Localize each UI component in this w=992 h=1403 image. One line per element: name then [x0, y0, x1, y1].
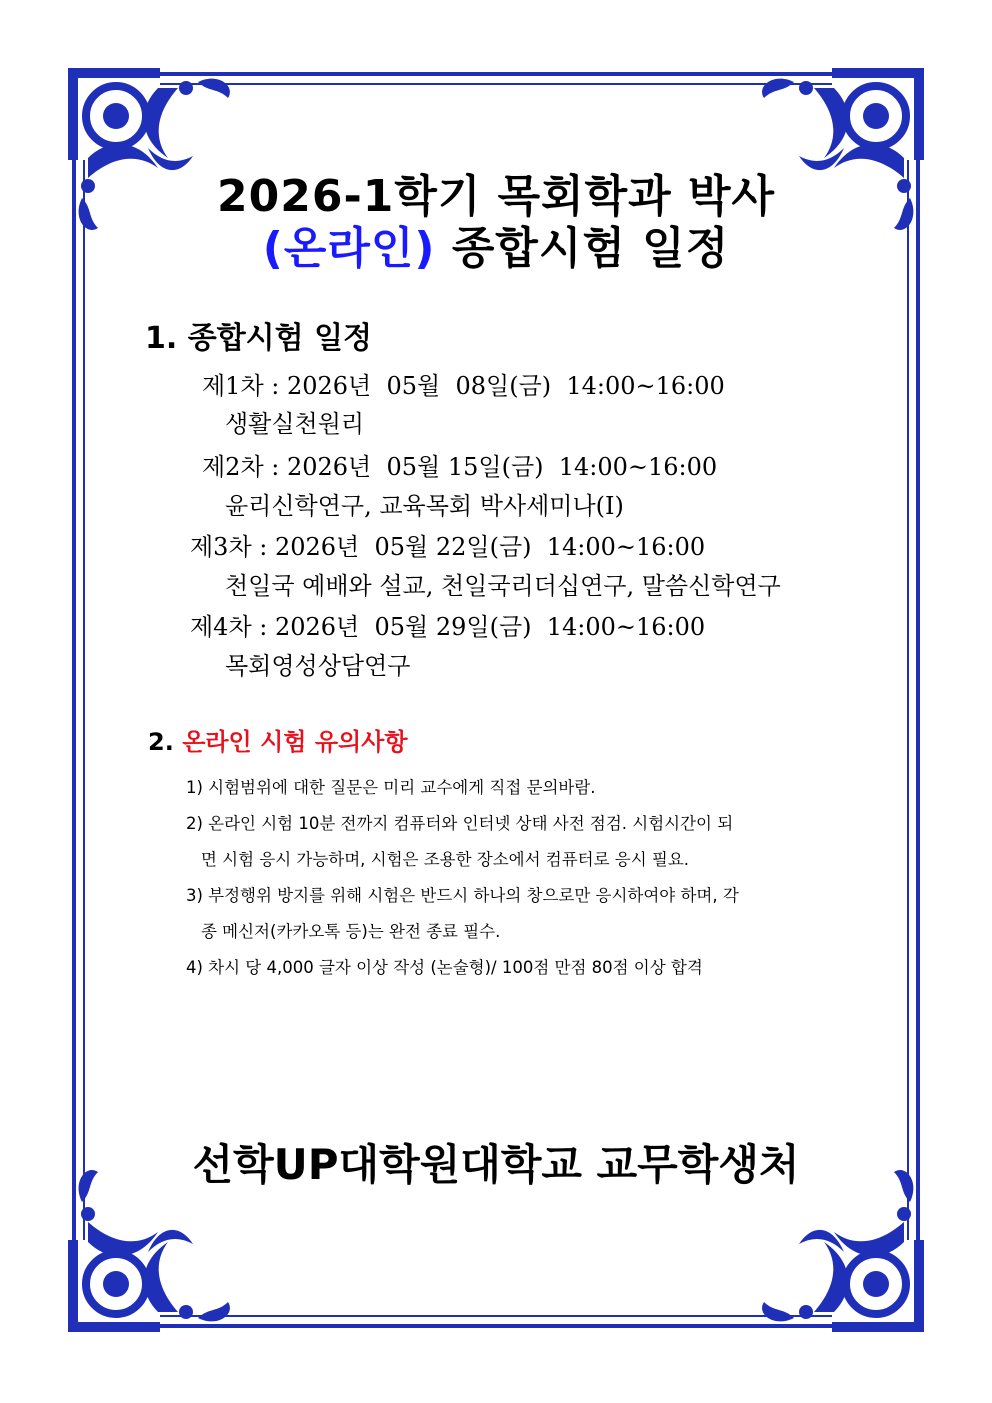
title-line-2-rest: 종합시험 일정 — [435, 223, 730, 274]
note-4-line: 4) 차시 당 4,000 글자 이상 작성 (논술형)/ 100점 만점 80점 이상 합격 — [186, 958, 703, 977]
section-1-heading: 1. 종합시험 일정 — [145, 321, 373, 356]
session-4-subject: 목회영성상담연구 — [225, 652, 411, 680]
note-4 — [186, 950, 866, 986]
note-2-line-2: 면 시험 응시 가능하며, 시험은 조용한 장소에서 컴퓨터로 응시 필요. — [201, 850, 690, 869]
session-2-schedule: 제2차 : 2026년 05월 15일(금) 14:00~16:00 — [202, 453, 718, 481]
note-2 — [186, 806, 866, 878]
note-3-line-2: 종 메신저(카카오톡 등)는 완전 종료 필수. — [201, 922, 501, 941]
note-3-line-1: 3) 부정행위 방지를 위해 시험은 반드시 하나의 창으로만 응시하여야 하며, 각 — [186, 886, 739, 905]
session-2-subject: 윤리신학연구, 교육목회 박사세미나(I) — [225, 492, 624, 520]
section-2-heading — [148, 722, 408, 757]
section-2-number: 2. — [148, 728, 174, 756]
section-2-title: 온라인 시험 유의사항 — [182, 728, 408, 756]
title-line-2 — [0, 212, 992, 276]
note-1-line: 1) 시험범위에 대한 질문은 미리 교수에게 직접 문의바람. — [186, 778, 596, 797]
session-1-schedule: 제1차 : 2026년 05월 08일(금) 14:00~16:00 — [202, 372, 725, 400]
session-1-subject: 생활실천원리 — [225, 410, 365, 438]
session-4-schedule: 제4차 : 2026년 05월 29일(금) 14:00~16:00 — [190, 613, 706, 641]
title-line-1: 2026-1학기 목회학과 박사 — [216, 171, 775, 222]
footer-issuer: 선학UP대학원대학교 교무학생처 — [192, 1140, 800, 1189]
note-1 — [186, 770, 866, 806]
session-3-subject: 천일국 예배와 설교, 천일국리더십연구, 말씀신학연구 — [225, 572, 781, 600]
title-online-accent: (온라인) — [262, 223, 436, 274]
note-2-line-1: 2) 온라인 시험 10분 전까지 컴퓨터와 인터넷 상태 사전 점검. 시험시간이 되 — [186, 814, 734, 833]
note-3 — [186, 878, 866, 950]
session-3-schedule: 제3차 : 2026년 05월 22일(금) 14:00~16:00 — [190, 533, 706, 561]
